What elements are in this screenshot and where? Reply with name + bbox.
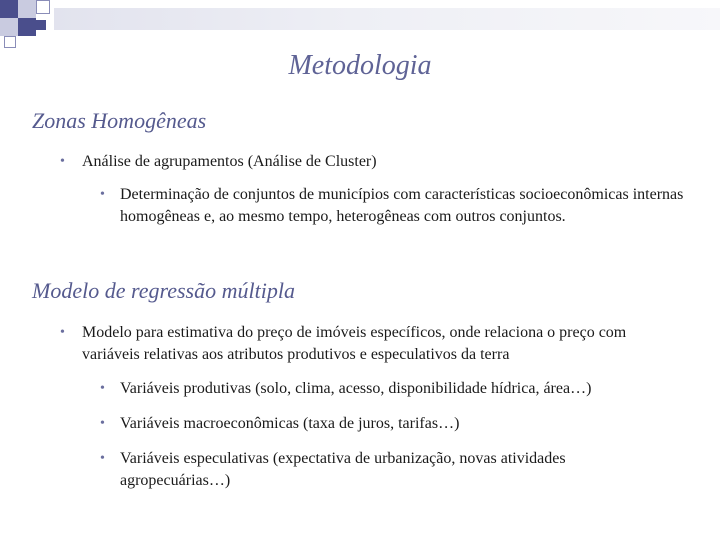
bullet-text: Modelo para estimativa do preço de imóveis específicos, onde relaciona o preço com variáveis relativas aos atributos produtivos e especulativos da terra — [82, 324, 627, 363]
slide-title — [0, 50, 720, 82]
bullet-text: Variáveis produtivas (solo, clima, acesso, disponibilidade hídrica, área…) — [120, 380, 592, 397]
section-heading-text: Modelo de regressão múltipla — [32, 278, 295, 303]
bullet-dot: • — [100, 187, 105, 202]
bullet-modelo-estimativa — [60, 322, 682, 366]
decorative-square-3 — [36, 0, 50, 14]
slide-title-text: Metodologia — [288, 50, 432, 81]
decorative-square-1 — [0, 0, 18, 18]
bullet-determinacao — [100, 184, 705, 228]
section-heading-modelo — [32, 278, 295, 304]
bullet-dot: • — [100, 381, 105, 396]
bullet-variaveis-macroeconomicas — [100, 413, 705, 435]
decorative-square-5 — [18, 18, 36, 36]
section-heading-zonas — [32, 108, 206, 134]
bullet-dot: • — [60, 325, 65, 340]
decorative-square-6 — [4, 36, 16, 48]
bullet-dot: • — [60, 154, 65, 169]
decorative-square-4 — [0, 18, 18, 36]
bullet-dot: • — [100, 416, 105, 431]
bullet-text: Variáveis especulativas (expectativa de urbanização, novas atividades agropecuárias…) — [120, 450, 566, 489]
bullet-text: Análise de agrupamentos (Análise de Cluster) — [82, 153, 377, 170]
bullet-cluster-analysis — [60, 151, 682, 173]
header-bar — [54, 8, 720, 30]
bullet-text: Variáveis macroeconômicas (taxa de juros, tarifas…) — [120, 415, 460, 432]
bullet-variaveis-produtivas — [100, 378, 705, 400]
bullet-variaveis-especulativas — [100, 448, 640, 492]
bullet-text: Determinação de conjuntos de municípios com características socioeconômicas internas homogêneas e, ao mesmo tempo, heterogêneas com outros conjuntos. — [120, 186, 684, 225]
decorative-square-2 — [18, 0, 36, 18]
bullet-dot: • — [100, 451, 105, 466]
section-heading-text: Zonas Homogêneas — [32, 108, 207, 133]
decorative-square-7 — [36, 20, 46, 30]
